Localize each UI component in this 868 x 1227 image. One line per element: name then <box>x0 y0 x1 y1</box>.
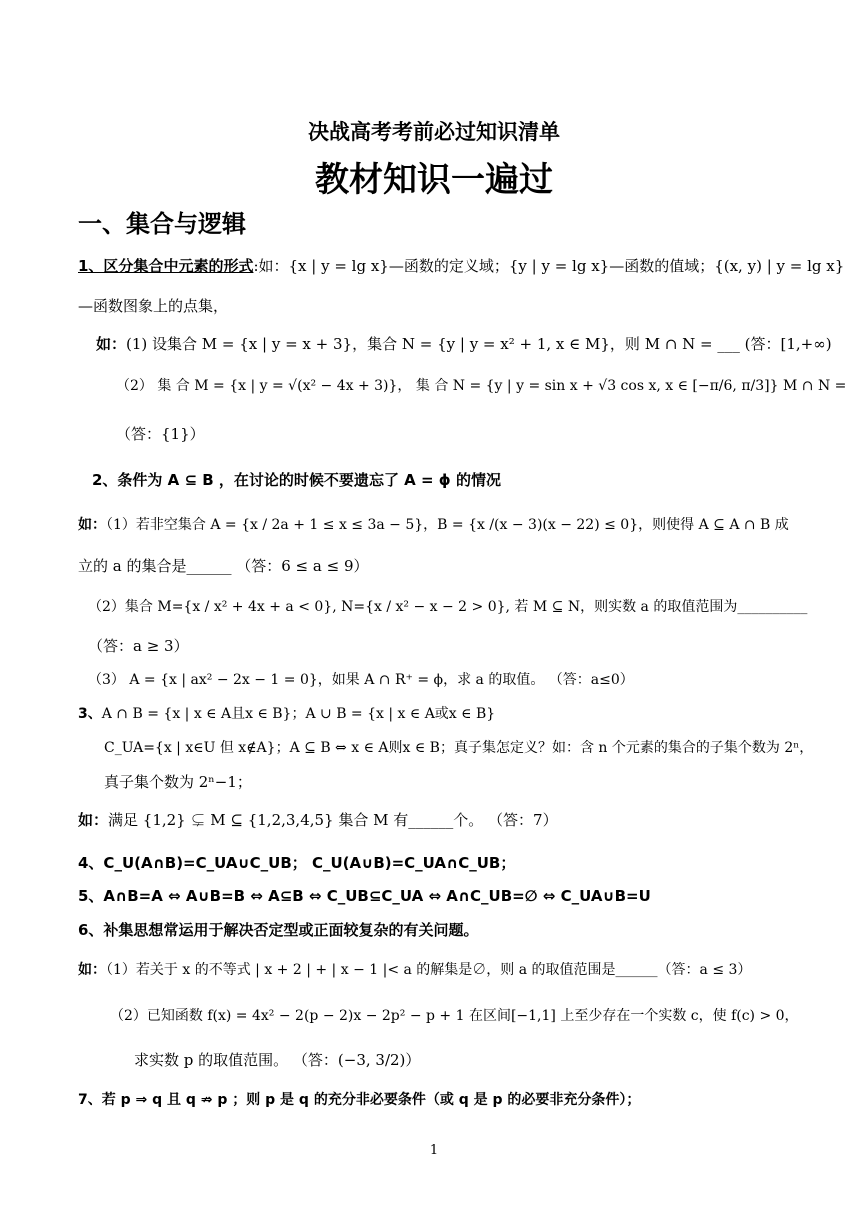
text-line-3: 如：(1) 设集合 M = {x | y = x + 3}，集合 N = {y | y = x² + 1, x ∈ M}，则 M ∩ N = ___ (答：[1,+∞) <box>96 335 832 353</box>
text-line-16: 4、C_U(A∩B)=C_UA∪C_UB； C_U(A∪B)=C_UA∩C_UB； <box>78 854 516 872</box>
text-line-12: 3、A ∩ B = {x | x ∈ A且x ∈ B}；A ∪ B = {x | x ∈ A或x ∈ B} <box>78 706 496 722</box>
text-line-20: （2）已知函数 f(x) = 4x² − 2(p − 2)x − 2p² − p + 1 在区间[−1,1] 上至少存在一个实数 c，使 f(c) > 0， <box>110 1008 799 1024</box>
text-line-2: —函数图象上的点集， <box>78 297 229 315</box>
text-line-6: 2、条件为 A ⊆ B ，在讨论的时候不要遗忘了 A = ϕ 的情况 <box>92 471 501 489</box>
text-line-4: （2） 集 合 M = {x | y = √(x² − 4x + 3)}， 集 合 N = {y | y = sin x + √3 cos x, x ∈ [−π/6, π/3]} M ∩ N = <box>116 378 847 394</box>
text-line-7: 如：（1）若非空集合 A = {x / 2a + 1 ≤ x ≤ 3a − 5}，B = {x /(x − 3)(x − 22) ≤ 0}，则使得 A ⊆ A ∩ B 成 <box>78 517 789 533</box>
page-number: 1 <box>429 1143 439 1158</box>
text-line-10: （答：a ≥ 3） <box>88 637 189 655</box>
section-heading: 一、集合与逻辑 <box>78 210 246 238</box>
text-line-21: 求实数 p 的取值范围。 （答：(−3, 3/2)） <box>134 1051 421 1069</box>
text-line-5: （答：{1}） <box>116 425 205 443</box>
document-title: 教材知识一遍过 <box>315 160 553 200</box>
text-line-1: 1、区分集合中元素的形式:如：{x | y = lg x}—函数的定义域；{y | y = lg x}—函数的值域；{(x, y) | y = lg x} <box>78 257 845 275</box>
text-line-9: （2）集合 M={x / x² + 4x + a < 0}, N={x / x² − x − 2 > 0}, 若 M ⊆ N，则实数 a 的取值范围为__________ <box>88 599 808 615</box>
text-line-18: 6、补集思想常运用于解决否定型或正面较复杂的有关问题。 <box>78 921 479 939</box>
text-line-19: 如：（1）若关于 x 的不等式 | x + 2 | + | x − 1 |< a 的解集是∅，则 a 的取值范围是______（答：a ≤ 3） <box>78 962 752 978</box>
text-line-17: 5、A∩B=A ⇔ A∪B=B ⇔ A⊆B ⇔ C_UB⊆C_UA ⇔ A∩C_UB=∅ ⇔ C_UA∪B=U <box>78 887 651 905</box>
text-line-8: 立的 a 的集合是______ （答：6 ≤ a ≤ 9） <box>78 557 369 575</box>
text-line-22: 7、若 p ⇒ q 且 q ⇏ p ；则 p 是 q 的充分非必要条件（或 q 是 p 的必要非充分条件）； <box>78 1092 641 1108</box>
text-line-15: 如：满足 {1,2} ⊊ M ⊆ {1,2,3,4,5} 集合 M 有______个。 （答：7） <box>78 811 558 829</box>
text-line-11: （3） A = {x | ax² − 2x − 1 = 0}，如果 A ∩ R⁺ = ϕ，求 a 的取值。 （答：a≤0） <box>88 672 634 688</box>
text-line-13: C_UA={x | x∈U 但 x∉A}；A ⊆ B ⇔ x ∈ A则x ∈ B；真子集怎定义？如：含 n 个元素的集合的子集个数为 2ⁿ， <box>104 740 814 756</box>
document-subtitle: 决战高考考前必过知识清单 <box>308 120 560 144</box>
text-line-14: 真子集个数为 2ⁿ−1； <box>104 773 252 791</box>
